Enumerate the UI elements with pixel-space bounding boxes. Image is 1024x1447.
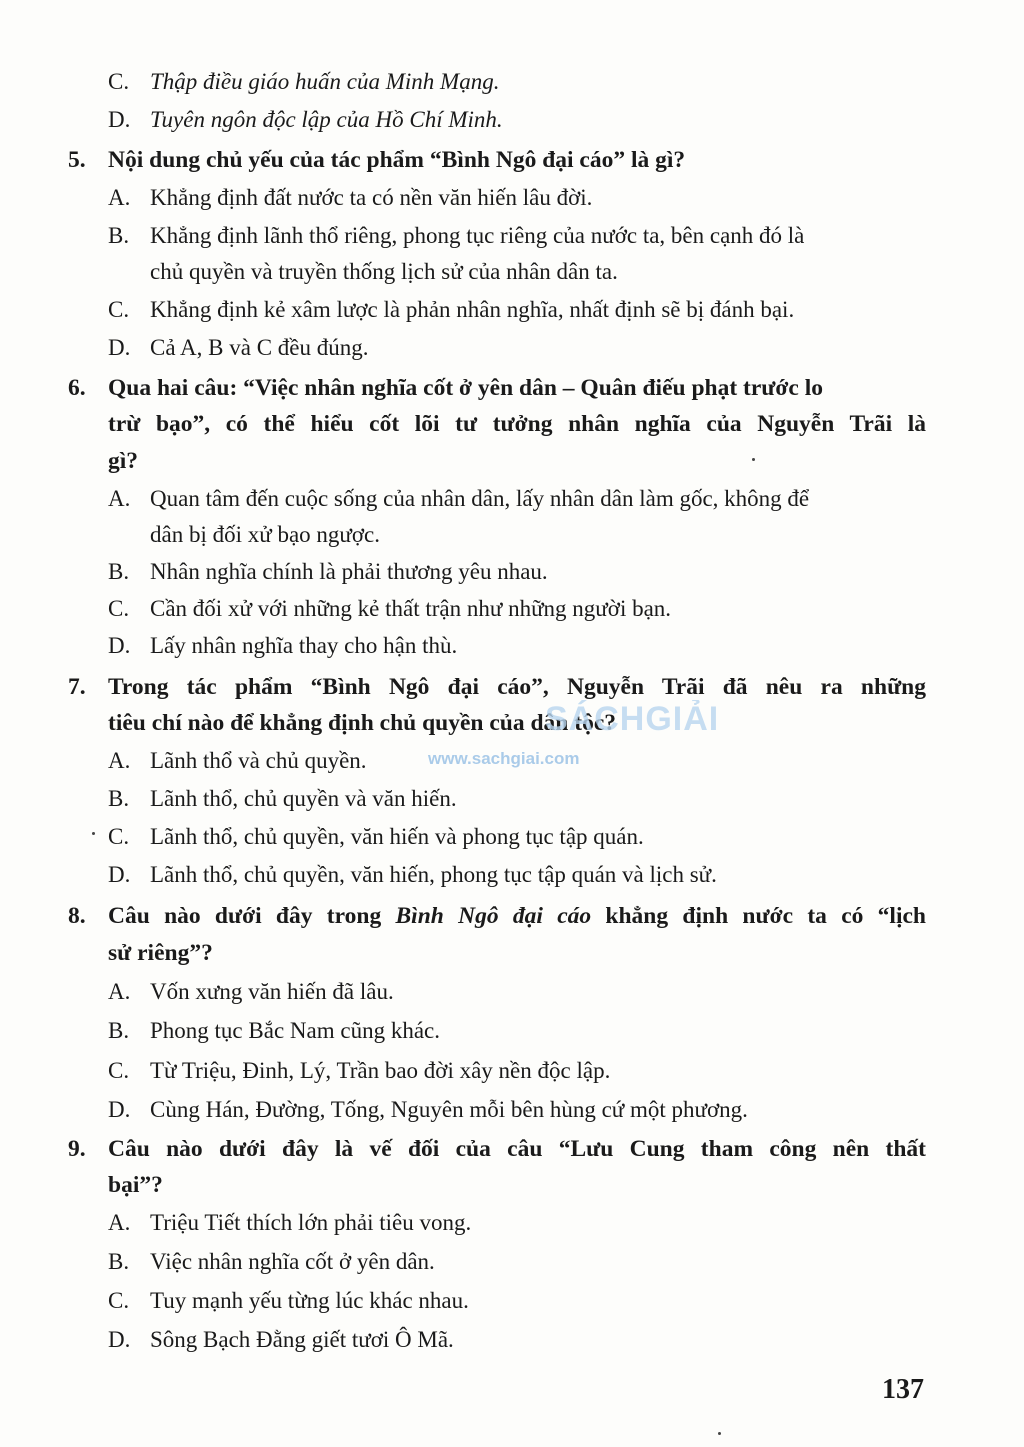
scan-speck	[752, 458, 755, 461]
watermark-url: www.sachgiai.com	[428, 749, 580, 768]
question-8	[68, 901, 926, 931]
question-text: khẳng định nước ta có “lịch	[591, 903, 926, 929]
question-9	[68, 1134, 926, 1164]
option-text: Tuyên ngôn độc lập của Hồ Chí Minh.	[150, 107, 503, 132]
option-text: Khẳng định lãnh thổ riêng, phong tục riêng của nước ta, bên cạnh đó là	[150, 223, 805, 248]
option-b-continued: chủ quyền và truyền thống lịch sử của nhân dân ta.	[150, 259, 618, 284]
work-title: Bình Ngô đại cáo	[395, 903, 592, 929]
option-letter: C.	[108, 69, 130, 94]
option-letter: B.	[108, 223, 130, 248]
option-letter: D.	[108, 1327, 131, 1352]
question-6-continued: trừ bạo”, có thể hiểu cốt lõi tư tưởng nhân nghĩa của Nguyễn Trãi là	[108, 411, 926, 437]
option-b	[108, 1247, 435, 1277]
question-number: 7.	[68, 674, 86, 700]
option-letter: C.	[108, 297, 130, 322]
option-a	[108, 183, 592, 213]
question-8-continued: sử riêng”?	[108, 940, 213, 966]
option-d	[108, 105, 503, 135]
option-letter: C.	[108, 1058, 130, 1083]
option-b	[108, 221, 804, 251]
option-c	[108, 67, 499, 97]
option-a	[108, 1208, 471, 1238]
option-letter: C.	[108, 1288, 130, 1313]
option-b	[108, 784, 457, 814]
option-text: Việc nhân nghĩa cốt ở yên dân.	[150, 1249, 435, 1274]
option-letter: A.	[108, 185, 131, 210]
option-text: Thập điều giáo huấn của Minh Mạng.	[150, 69, 500, 94]
option-text: Khẳng định đất nước ta có nền văn hiến lâu đời.	[150, 185, 593, 210]
question-text: Qua hai câu: “Việc nhân nghĩa cốt ở yên dân – Quân điếu phạt trước lo	[108, 375, 823, 401]
option-c	[108, 1286, 469, 1316]
option-text: Nhân nghĩa chính là phải thương yêu nhau.	[150, 559, 548, 584]
page-number: 137	[882, 1374, 924, 1405]
option-letter: D.	[108, 633, 131, 658]
option-letter: B.	[108, 559, 130, 584]
question-text: Nội dung chủ yếu của tác phẩm “Bình Ngô đại cáo” là gì?	[108, 147, 686, 173]
question-7-continued: tiêu chí nào để khẳng định chủ quyền của dân tộc?	[108, 710, 617, 736]
question-5	[68, 145, 685, 175]
option-letter: D.	[108, 335, 131, 360]
option-a	[108, 746, 367, 776]
scan-speck	[718, 1432, 721, 1435]
option-letter: C.	[108, 824, 130, 849]
question-text: Câu nào dưới đây trong	[108, 903, 396, 929]
option-b	[108, 557, 548, 587]
option-c	[108, 295, 794, 325]
option-letter: A.	[108, 748, 131, 773]
option-text: Cả A, B và C đều đúng.	[150, 335, 369, 360]
option-letter: D.	[108, 862, 131, 887]
option-b	[108, 1016, 440, 1046]
option-letter: A.	[108, 1210, 131, 1235]
option-c	[108, 822, 644, 852]
option-text: Cùng Hán, Đường, Tống, Nguyên mỗi bên hùng cứ một phương.	[150, 1097, 748, 1122]
question-6-continued: gì?	[108, 448, 139, 474]
scan-speck	[92, 832, 95, 835]
option-c	[108, 1056, 610, 1086]
option-text: Khẳng định kẻ xâm lược là phản nhân nghĩa, nhất định sẽ bị đánh bại.	[150, 297, 795, 322]
option-text: Lãnh thổ, chủ quyền và văn hiến.	[150, 786, 457, 811]
option-text: Lãnh thổ, chủ quyền, văn hiến và phong tục tập quán.	[150, 824, 644, 849]
question-number: 6.	[68, 375, 86, 401]
option-d	[108, 860, 717, 890]
option-letter: C.	[108, 596, 130, 621]
question-number: 9.	[68, 1136, 86, 1162]
option-text: Lãnh thổ, chủ quyền, văn hiến, phong tục tập quán và lịch sử.	[150, 862, 717, 887]
question-9-continued: bại”?	[108, 1172, 163, 1198]
option-d	[108, 333, 369, 363]
question-7	[68, 672, 926, 702]
option-d	[108, 631, 457, 661]
option-text: Phong tục Bắc Nam cũng khác.	[150, 1018, 440, 1043]
watermark-logo: SÁCHGIẢI	[545, 700, 720, 738]
option-text: Lấy nhân nghĩa thay cho hận thù.	[150, 633, 458, 658]
option-d	[108, 1325, 454, 1355]
option-letter: B.	[108, 1018, 130, 1043]
option-text: Sông Bạch Đằng giết tươi Ô Mã.	[150, 1327, 454, 1352]
option-a	[108, 484, 809, 514]
option-d	[108, 1095, 748, 1125]
option-a-continued: dân bị đối xử bạo ngược.	[150, 522, 380, 547]
option-letter: A.	[108, 486, 131, 511]
option-text: Triệu Tiết thích lớn phải tiêu vong.	[150, 1210, 472, 1235]
option-text: Tuy mạnh yếu từng lúc khác nhau.	[150, 1288, 469, 1313]
question-text: Câu nào dưới đây là vế đối của câu “Lưu Cung tham công nên thất	[108, 1136, 926, 1162]
option-a	[108, 977, 394, 1007]
option-text: Từ Triệu, Đinh, Lý, Trần bao đời xây nền độc lập.	[150, 1058, 611, 1083]
option-letter: D.	[108, 1097, 131, 1122]
option-text: Quan tâm đến cuộc sống của nhân dân, lấy nhân dân làm gốc, không để	[150, 486, 810, 511]
option-text: Vốn xưng văn hiến đã lâu.	[150, 979, 394, 1004]
question-number: 5.	[68, 147, 86, 173]
question-6	[68, 373, 823, 403]
question-number: 8.	[68, 903, 86, 929]
option-letter: B.	[108, 1249, 130, 1274]
option-letter: A.	[108, 979, 131, 1004]
option-letter: B.	[108, 786, 130, 811]
option-c	[108, 594, 671, 624]
option-text: Cần đối xử với những kẻ thất trận như những người bạn.	[150, 596, 672, 621]
option-text: Lãnh thổ và chủ quyền.	[150, 748, 367, 773]
option-letter: D.	[108, 107, 131, 132]
question-text: Trong tác phẩm “Bình Ngô đại cáo”, Nguyễn Trãi đã nêu ra những	[108, 674, 926, 700]
